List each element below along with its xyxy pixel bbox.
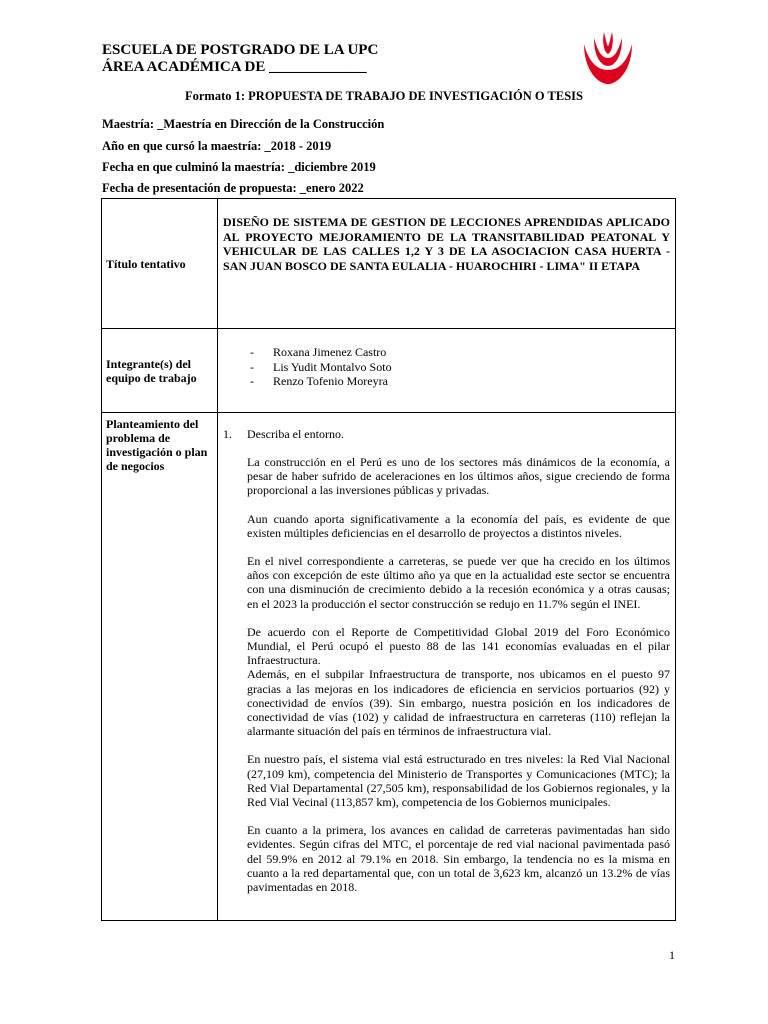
list-item: - Roxana Jimenez Castro (250, 345, 670, 360)
paragraph: Además, en el subpilar Infraestructura de transporte, nos ubicamos en el puesto 97 gracias a las mejoras en los indicadores de eficiencia en servicios portuarios (92) y conectividad de envíos (39). Sin embargo, nuestra posición en los indicadores de conectividad de vías (102) y calidad de infraestructura en carreteras (110) reflejan la alarmante situación del país en términos de infraestructura vial. (247, 667, 670, 739)
members-list (223, 345, 670, 389)
paragraph: En cuanto a la primera, los avances en calidad de carreteras pavimentadas han sido evidentes. Según cifras del MTC, el porcentaje de red vial nacional pavimentada pasó del 59.9% en 2012 al 79.1% en 2018. Sin embargo, la tendencia no es la misma en cuanto a la red departamental que, con un total de 3,623 km, alcanzó un 13.2% de vías pavimentadas en 2018. (247, 823, 670, 895)
title-cell (218, 199, 676, 329)
meta-maestria: Maestría: _Maestría en Dirección de la Construcción (102, 117, 385, 131)
table-row-problem (102, 413, 676, 921)
table-row-members (102, 329, 676, 413)
paragraph: La construcción en el Perú es uno de los sectores más dinámicos de la economía, a pesar de haber sufrido de aceleraciones en los últimos años, sigue creciendo de forma proporcional a las inversiones públicas y privadas. (247, 455, 670, 498)
paragraph: Aun cuando aporta significativamente a la economía del país, es evidente de que existen múltiples deficiencias en el desarrollo de proyectos a distintos niveles. (247, 511, 670, 540)
paragraph: En el nivel correspondiente a carreteras, se puede ver que ha crecido en los últimos años con excepción de este último año ya que en la actualidad este sector se encuentra con una disminución de crecimiento debido a la recesión económica y a otras causas; en el 2023 la producción el sector construcción se redujo en 11.7% según el INEI. (247, 554, 670, 611)
label-titulo: Título tentativo (102, 199, 218, 329)
meta-fecha-culmino: Fecha en que culminó la maestría: _diciembre 2019 (102, 160, 376, 174)
proposal-table (101, 198, 676, 921)
meta-fecha-presentacion: Fecha de presentación de propuesta: _enero 2022 (102, 181, 364, 195)
page-number: 1 (669, 948, 675, 962)
academic-area: ÁREA ACADÉMICA DE _____________ (102, 59, 367, 75)
problem-cell (218, 413, 676, 921)
document-header (102, 42, 378, 76)
list-item: - Lis Yudit Montalvo Soto (250, 360, 670, 375)
paragraph: En nuestro país, el sistema vial está estructurado en tres niveles: la Red Vial Nacional (27,109 km), competencia del Ministerio de Transportes y Comunicaciones (MTC); la Red Vial Departamental (27,505 km), responsabilidad de los Gobiernos regionales, y la Red Vial Vecinal (113,857 km), competencia de los Gobiernos municipales. (247, 752, 670, 810)
school-name: ESCUELA DE POSTGRADO DE LA UPC (102, 42, 379, 58)
list-item: - Renzo Tofenio Moreyra (250, 374, 670, 389)
members-cell (218, 329, 676, 413)
item-title: Describa el entorno. (247, 427, 344, 441)
label-integrantes: Integrante(s) del equipo de trabajo (102, 329, 218, 413)
tentative-title: DISEÑO DE SISTEMA DE GESTION DE LECCIONES APRENDIDAS APLICADO AL PROYECTO MEJORAMIENTO DE LA TRANSITABILIDAD PEATONAL Y VEHICULAR DE LAS CALLES 1,2 Y 3 DE LA ASOCIACION CASA HUERTA - SAN JUAN BOSCO DE SANTA EULALIA - HUAROCHIRI - LIMA" II ETAPA (223, 215, 670, 273)
item-number: 1. (223, 427, 232, 441)
meta-anio: Año en que cursó la maestría: _2018 - 2019 (102, 139, 332, 153)
paragraph: De acuerdo con el Reporte de Competitividad Global 2019 del Foro Económico Mundial, el Perú ocupó el puesto 88 de las 141 economías evaluadas en el pilar Infraestructura. (247, 624, 670, 668)
item-heading (223, 427, 670, 441)
label-planteamiento: Planteamiento del problema de investigación o plan de negocios (102, 413, 218, 921)
format-title: Formato 1: PROPUESTA DE TRABAJO DE INVESTIGACIÓN O TESIS (185, 89, 583, 103)
upc-logo-icon (580, 30, 636, 86)
table-row-title (102, 199, 676, 329)
